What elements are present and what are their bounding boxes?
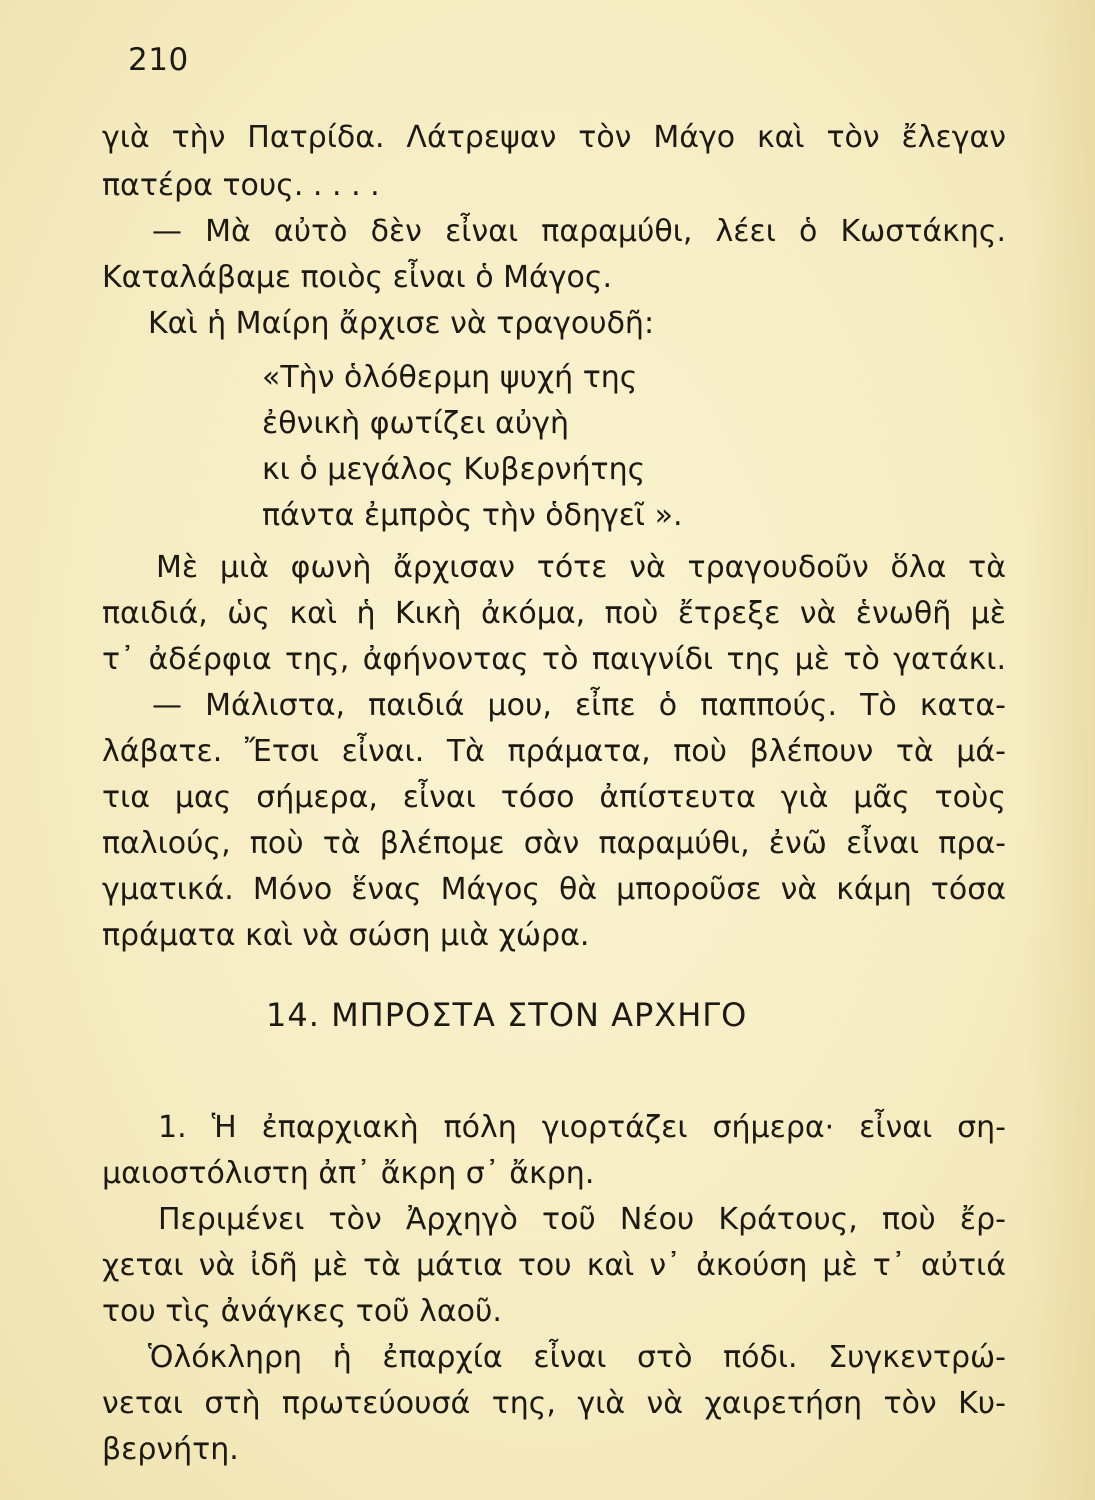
verse-line: ἐθνικὴ φωτίζει αὐγὴ <box>262 406 569 441</box>
text-line: Ὁλόκληρη ἡ ἐπαρχία εἶναι στὸ πόδι. Συγκεντρώ- <box>148 1340 1006 1375</box>
text-line: του τὶς ἀνάγκες τοῦ λαοῦ. <box>102 1294 502 1329</box>
text-line: γματικά. Μόνο ἕνας Μάγος θὰ μποροῦσε νὰ κάμη τόσα <box>102 872 1006 907</box>
text-line: Καταλάβαμε ποιὸς εἶναι ὁ Μάγος. <box>102 260 613 295</box>
text-line: πράματα καὶ νὰ σώση μιὰ χώρα. <box>102 918 590 953</box>
text-line: μαιοστόλιστη ἀπ᾿ ἄκρη σ᾿ ἄκρη. <box>102 1156 595 1191</box>
verse-line: κι ὁ μεγάλος Κυβερνήτης <box>262 452 646 487</box>
text-line: γιὰ τὴν Πατρίδα. Λάτρεψαν τὸν Μάγο καὶ τὸν ἔλεγαν <box>102 120 1006 155</box>
dialogue-line: — Μάλιστα, παιδιά μου, εἶπε ὁ παππούς. Τὸ κατα- <box>152 688 1006 723</box>
text-line: 1. Ἡ ἐπαρχιακὴ πόλη γιορτάζει σήμερα· εἶναι ση- <box>158 1110 1006 1145</box>
dialogue-line: — Μὰ αὐτὸ δὲν εἶναι παραμύθι, λέει ὁ Κωστάκης. <box>152 214 1006 249</box>
text-line: νεται στὴ πρωτεύουσά της, γιὰ νὰ χαιρετήση τὸν Κυ- <box>102 1386 1006 1421</box>
verse-line: «Τὴν ὁλόθερμη ψυχή της <box>262 360 638 395</box>
text-line: Καὶ ἡ Μαίρη ἄρχισε νὰ τραγουδῆ: <box>148 306 655 341</box>
text-line: λάβατε. Ἔτσι εἶναι. Τὰ πράματα, ποὺ βλέπουν τὰ μά- <box>102 734 1006 769</box>
text-line: παιδιά, ὡς καὶ ἡ Κικὴ ἀκόμα, ποὺ ἔτρεξε νὰ ἑνωθῆ μὲ <box>102 596 1006 631</box>
chapter-heading: 14. ΜΠΡΟΣΤΑ ΣΤΟΝ ΑΡΧΗΓΟ <box>266 996 748 1034</box>
text-line: τια μας σήμερα, εἶναι τόσο ἀπίστευτα γιὰ μᾶς τοὺς <box>102 780 1006 815</box>
text-line: χεται νὰ ἰδῆ μὲ τὰ μάτια του καὶ ν᾿ ἀκούση μὲ τ᾿ αὐτιά <box>102 1248 1006 1283</box>
page-number: 210 <box>128 42 189 78</box>
text-line: Περιμένει τὸν Ἀρχηγὸ τοῦ Νέου Κράτους, ποὺ ἔρ- <box>158 1202 1006 1237</box>
text-line: τ᾿ ἀδέρφια της, ἀφήνοντας τὸ παιγνίδι της μὲ τὸ γατάκι. <box>102 642 1006 677</box>
text-line: βερνήτη. <box>102 1432 239 1467</box>
page-edge-shading <box>1025 0 1095 1500</box>
text-line: πατέρα τους. . . . . <box>102 168 380 203</box>
verse-line: πάντα ἐμπρὸς τὴν ὁδηγεῖ ». <box>262 498 683 533</box>
text-line: παλιούς, ποὺ τὰ βλέπομε σὰν παραμύθι, ἐνῶ εἶναι πρα- <box>102 826 1006 861</box>
text-line: Μὲ μιὰ φωνὴ ἄρχισαν τότε νὰ τραγουδοῦν ὅλα τὰ <box>156 550 1006 585</box>
